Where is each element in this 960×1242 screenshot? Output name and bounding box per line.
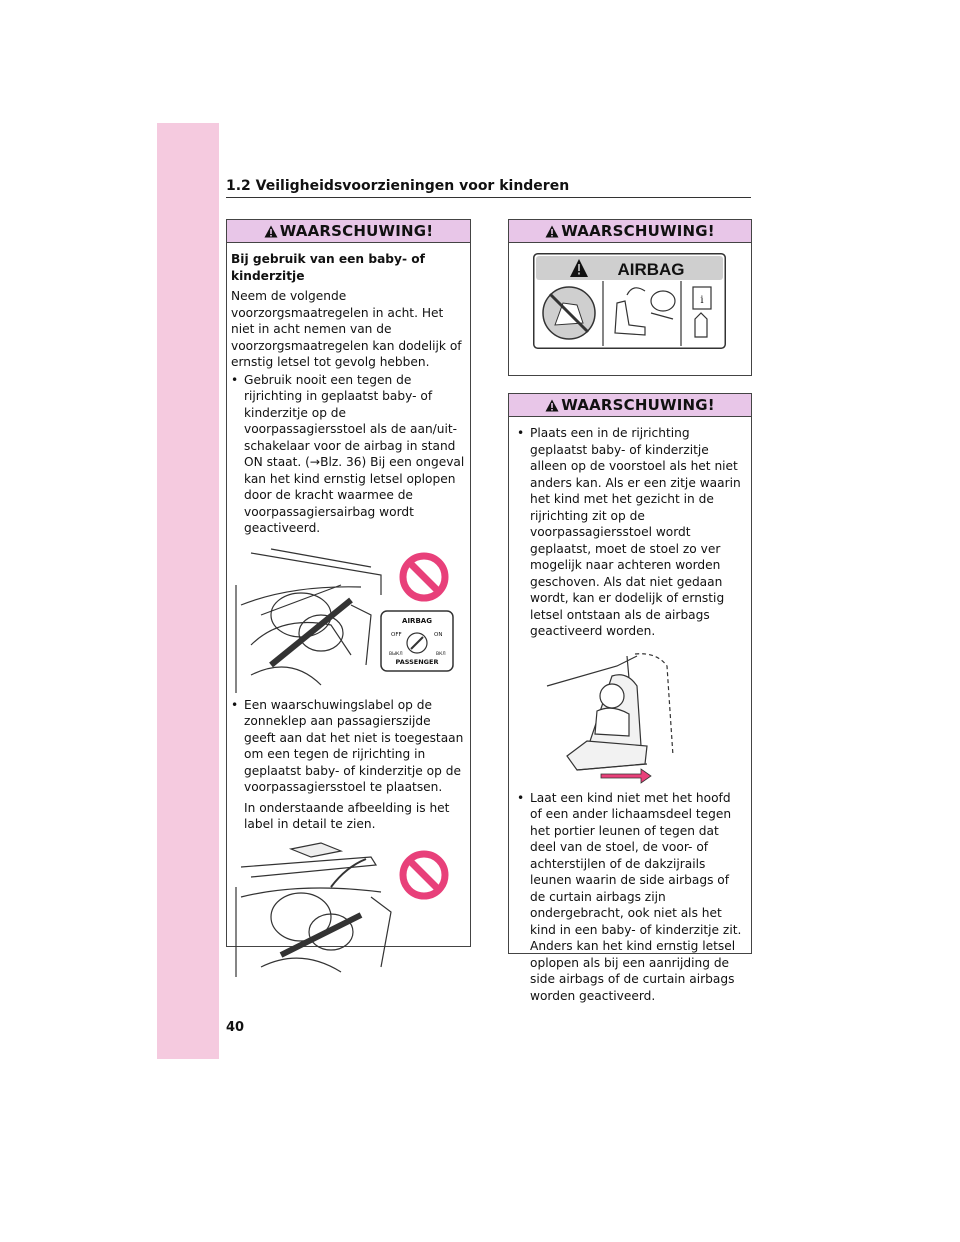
right-top-warning-box: [508, 219, 752, 376]
bullet-item: • Laat een kind niet met het hoofd of een ander lichaamsdeel tegen het portier leunen of tegen dat deel van de stoel, de voor- of achterstijlen of de dakzijrails leunen waarin de side airbags of de curtain airbags zijn ondergebracht, ook niet als het kind in een baby- of kinderzitje zit. Anders kan het kind ernstig letsel oplopen als bij een aanrijding de side airbags of de curtain airbags worden geactiveerd.: [517, 790, 745, 1005]
panel-sub-left: ВЫКЛ: [389, 651, 403, 657]
note-text: In onderstaande afbeelding is het label in detail te zien.: [244, 800, 450, 831]
subheading: Bij gebruik van een baby- of kinderzitje: [231, 252, 425, 283]
bullet-item: • Plaats een in de rijrichting geplaatst baby- of kinderzitje alleen op de voorstoel als het niet anders kan. Als er een zitje waarin het kind met het gezicht in de rijrichting zit op de voorpassagiersstoel wordt geplaatst, moet de stoel zo ver mogelijk naar achteren worden geschoven. Als dat niet gedaan wordt, kan er dodelijk of ernstig letsel ontstaan als de airbags geactiveerd worden.: [517, 425, 745, 640]
warning-triangle-icon: [545, 225, 559, 238]
airbag-warning-label: [533, 253, 726, 349]
arrow-icon: [601, 769, 651, 783]
illustration-forward-facing-seat: [517, 646, 745, 786]
no-child-seat-icon: [543, 287, 595, 339]
warning-bar: [509, 220, 751, 243]
sun-visor-illustration: [231, 837, 466, 977]
panel-on: ON: [434, 631, 443, 638]
warning-label: WAARSCHUWING!: [279, 222, 434, 240]
bullet-text: Een waarschuwingslabel op de zonneklep aan passagierszijde geeft aan dat het niet is toegestaan om een tegen de rijrichting in geplaatst baby- of kinderzitje op de voorpassagiersstoel te plaatsen.: [244, 697, 464, 794]
svg-text:i: i: [700, 295, 704, 306]
illustration-sun-visor-label: [231, 837, 466, 977]
airbag-label-title: AIRBAG: [617, 260, 685, 279]
header-rule: [226, 197, 751, 198]
car-interior-illustration: [231, 545, 466, 693]
prohibition-icon: [403, 556, 445, 598]
bullet-text: Laat een kind niet met het hoofd of een ander lichaamsdeel tegen het portier leunen of tegen dat deel van de stoel, de voor- of achterstijlen of de dakzijrails leunen waarin de side airbags of de curtain airbags zijn ondergebracht, ook niet als het kind in een baby- of kinderzitje zit. Anders kan het kind ernstig letsel oplopen als bij een aanrijding de side airbags of de curtain airbags worden geactiveerd.: [530, 790, 742, 1003]
bullet-item: • Gebruik nooit een tegen de rijrichting in geplaatst baby- of kinderzitje op de voorpassagiersstoel als de aan/uit-schakelaar voor de airbag in stand ON staat. (→Blz. 36) Bij een ongeval kan het kind ernstig letsel oplopen door de kracht waarmee de voorpassagiersairbag wordt geactiveerd.: [231, 372, 465, 535]
right-bottom-warning-box: [508, 393, 752, 1003]
warning-bar: [227, 220, 470, 243]
prohibition-icon: [403, 854, 445, 896]
intro-text: Neem de volgende voorzorgsmaatregelen in acht. Het niet in acht nemen van de voorzorgsmaatregelen kan dodelijk of ernstig letsel tot gevolg hebben.: [231, 289, 462, 369]
warning-triangle-icon: [545, 399, 559, 412]
warning-label: WAARSCHUWING!: [561, 396, 715, 414]
panel-off: OFF: [391, 631, 402, 638]
airbag-switch-panel: [381, 611, 453, 671]
illustration-rear-facing-seat: [231, 545, 466, 693]
section-tab-sidebar: [157, 123, 219, 1059]
panel-sub-right: ВКЛ: [436, 651, 446, 657]
left-warning-box: [226, 219, 471, 947]
warning-triangle-icon: [264, 225, 278, 238]
bullet-text: Gebruik nooit een tegen de rijrichting in geplaatst baby- of kinderzitje op de voorpassagiersstoel als de aan/uit-schakelaar voor de airbag in stand ON staat. (→Blz. 36) Bij een ongeval kan het kind ernstig letsel oplopen door de kracht waarmee de voorpassagiersairbag wordt geactiveerd.: [244, 372, 465, 535]
panel-bottom: PASSENGER: [395, 657, 439, 666]
section-title: 1.2 Veiligheidsvoorzieningen voor kinderen: [226, 178, 570, 194]
bullet-text: Plaats een in de rijrichting geplaatst baby- of kinderzitje alleen op de voorstoel als het niet anders kan. Als er een zitje waarin het kind met het gezicht in de rijrichting zit op de voorpassagiersstoel wordt geplaatst, moet de stoel zo ver mogelijk naar achteren worden geschoven. Als dat niet gedaan wordt, kan er dodelijk of ernstig letsel ontstaan als de airbags geactiveerd worden.: [530, 426, 741, 638]
page-number: 40: [226, 1020, 245, 1035]
panel-title: AIRBAG: [402, 616, 432, 625]
arrow-icon: [331, 859, 366, 887]
warning-bar: [509, 394, 751, 417]
bullet-item: • Een waarschuwingslabel op de zonneklep aan passagierszijde geeft aan dat het niet is toegestaan om een tegen de rijrichting in geplaatst baby- of kinderzitje op de voorpassagiersstoel te plaatsen.: [231, 697, 466, 796]
warning-label: WAARSCHUWING!: [561, 222, 715, 240]
